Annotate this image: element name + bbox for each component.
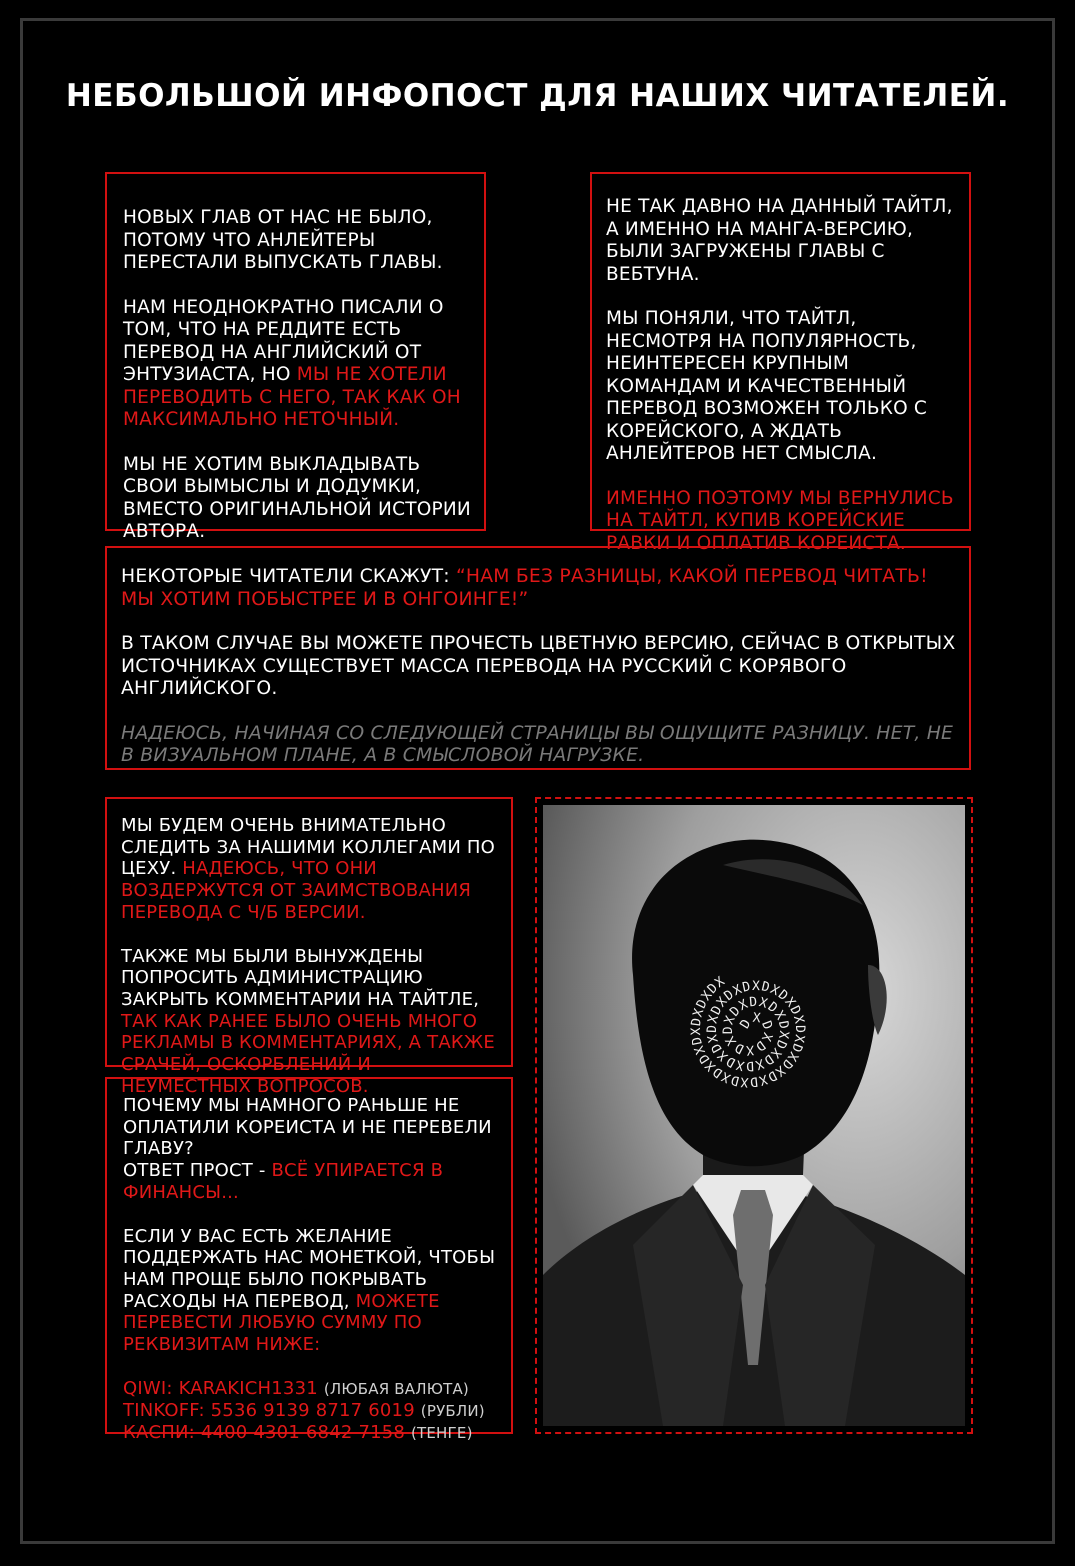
box1-highlight: МЫ НЕ ХОТЕЛИ ПЕРЕВОДИТЬ С НЕГО, ТАК КАК ОН МАКСИМАЛЬНО НЕТОЧНЫЙ.: [123, 364, 461, 430]
box4-highlight-1: НАДЕЮСЬ, ЧТО ОНИ ВОЗДЕРЖУТСЯ ОТ ЗАИМСТВОВАНИЯ ПЕРЕВОДА С Ч/Б ВЕРСИИ.: [121, 858, 472, 923]
box5-highlight-2: МОЖЕТЕ ПЕРЕВЕСТИ ЛЮБУЮ СУММУ ПО РЕКВИЗИТАМ НИЖЕ:: [123, 1290, 440, 1356]
info-box-colleagues: [105, 797, 513, 1097]
photo-frame: [535, 797, 973, 1434]
page-title: НЕБОЛЬШОЙ ИНФОПОСТ ДЛЯ НАШИХ ЧИТАТЕЛЕЙ.: [65, 78, 1010, 114]
box2-highlight: ИМЕННО ПОЭТОМУ МЫ ВЕРНУЛИСЬ НА ТАЙТЛ, КУПИВ КОРЕЙСКИЕ РАВКИ И ОПЛАТИВ КОРЕИСТА.: [606, 487, 954, 554]
info-box-donations: [105, 1077, 513, 1443]
box1-paragraph-3: МЫ НЕ ХОТИМ ВЫКЛАДЫВАТЬ СВОИ ВЫМЫСЛЫ И ДОДУМКИ, ВМЕСТО ОРИГИНАЛЬНОЙ ИСТОРИИ АВТОРА.: [123, 453, 471, 542]
faceless-man-photo: [543, 805, 965, 1426]
box3-paragraph-2: В ТАКОМ СЛУЧАЕ ВЫ МОЖЕТЕ ПРОЧЕСТЬ ЦВЕТНУЮ ВЕРСИЮ, СЕЙЧАС В ОТКРЫТЫХ ИСТОЧНИКАХ СУЩЕСТВУЕТ МАССА ПЕРЕВОДА НА РУССКИЙ С КОРЯВОГО АНГЛИЙСКОГО.: [121, 633, 956, 699]
box3-note: НАДЕЮСЬ, НАЧИНАЯ СО СЛЕДУЮЩЕЙ СТРАНИЦЫ ВЫ ОЩУЩИТЕ РАЗНИЦУ. НЕТ, НЕ В ВИЗУАЛЬНОМ ПЛАНЕ, А В СМЫСЛОВОЙ НАГРУЗКЕ.: [121, 722, 954, 766]
box3-paragraph-1: НЕКОТОРЫЕ ЧИТАТЕЛИ СКАЖУТ: “НАМ БЕЗ РАЗНИЦЫ, КАКОЙ ПЕРЕВОД ЧИТАТЬ! МЫ ХОТИМ ПОБЫСТРЕЕ И В ОНГОИНГЕ!”: [121, 566, 928, 610]
info-box-no-chapters: [105, 172, 486, 542]
box4-paragraph-2: ТАКЖЕ МЫ БЫЛИ ВЫНУЖДЕНЫ ПОПРОСИТЬ АДМИНИСТРАЦИЮ ЗАКРЫТЬ КОММЕНТАРИИ НА ТАЙТЛЕ, ТАК КАК РАНЕЕ БЫЛО ОЧЕНЬ МНОГО РЕКЛАМЫ В КОММЕНТАРИЯХ, А ТАКЖЕ СРАЧЕЙ, ОСКОРБЛЕНИЙ И НЕУМЕСТНЫХ ВОПРОСОВ.: [121, 945, 495, 1097]
payment-qiwi[interactable]: QIWI: KARAKICH1331 (ЛЮБАЯ ВАЛЮТА): [123, 1377, 469, 1399]
payment-tinkoff[interactable]: TINKOFF: 5536 9139 8717 6019 (РУБЛИ): [123, 1399, 485, 1421]
info-box-webtoon: [590, 172, 971, 554]
box2-paragraph-1: НЕ ТАК ДАВНО НА ДАННЫЙ ТАЙТЛ, А ИМЕННО НА МАНГА-ВЕРСИЮ, БЫЛИ ЗАГРУЖЕНЫ ГЛАВЫ С ВЕБТУНА.: [606, 196, 953, 285]
box5-paragraph-2: ЕСЛИ У ВАС ЕСТЬ ЖЕЛАНИЕ ПОДДЕРЖАТЬ НАС МОНЕТКОЙ, ЧТОБЫ НАМ ПРОЩЕ БЫЛО ПОКРЫВАТЬ РАСХОДЫ НА ПЕРЕВОД, МОЖЕТЕ ПЕРЕВЕСТИ ЛЮБУЮ СУММУ ПО РЕКВИЗИТАМ НИЖЕ:: [123, 1225, 496, 1356]
payment-kaspi[interactable]: КАСПИ: 4400 4301 6842 7158 (ТЕНГЕ): [123, 1421, 473, 1443]
info-box-readers: [105, 546, 971, 770]
box2-paragraph-2: МЫ ПОНЯЛИ, ЧТО ТАЙТЛ, НЕСМОТРЯ НА ПОПУЛЯРНОСТЬ, НЕИНТЕРЕСЕН КРУПНЫМ КОМАНДАМ И КАЧЕСТВЕННЫЙ ПЕРЕВОД ВОЗМОЖЕН ТОЛЬКО С КОРЕЙСКОГО, А ЖДАТЬ АНЛЕЙТЕРОВ НЕТ СМЫСЛА.: [606, 308, 928, 464]
spiral-text: DXDXDXDXDXDXDXDXDXDXDXDXDXDXDXDXDXDXDXDXDXDXDXDXDXDXDXDXDXDXDXDXDX: [688, 973, 808, 1090]
box3-quote: “НАМ БЕЗ РАЗНИЦЫ, КАКОЙ ПЕРЕВОД ЧИТАТЬ! МЫ ХОТИМ ПОБЫСТРЕЕ И В ОНГОИНГЕ!”: [121, 566, 928, 610]
payment-list: [123, 1378, 508, 1444]
box5-highlight-1: ВСЁ УПИРАЕТСЯ В ФИНАНСЫ...: [123, 1160, 444, 1203]
box1-paragraph-2: НАМ НЕОДНОКРАТНО ПИСАЛИ О ТОМ, ЧТО НА РЕДДИТЕ ЕСТЬ ПЕРЕВОД НА АНГЛИЙСКИЙ ОТ ЭНТУЗИАСТА, НО МЫ НЕ ХОТЕЛИ ПЕРЕВОДИТЬ С НЕГО, ТАК КАК ОН МАКСИМАЛЬНО НЕТОЧНЫЙ.: [123, 296, 461, 430]
box5-paragraph-1: ПОЧЕМУ МЫ НАМНОГО РАНЬШЕ НЕ ОПЛАТИЛИ КОРЕИСТА И НЕ ПЕРЕВЕЛИ ГЛАВУ? ОТВЕТ ПРОСТ - ВСЁ УПИРАЕТСЯ В ФИНАНСЫ...: [123, 1095, 492, 1203]
box1-paragraph-1: НОВЫХ ГЛАВ ОТ НАС НЕ БЫЛО, ПОТОМУ ЧТО АНЛЕЙТЕРЫ ПЕРЕСТАЛИ ВЫПУСКАТЬ ГЛАВЫ.: [123, 207, 443, 273]
box4-paragraph-1: МЫ БУДЕМ ОЧЕНЬ ВНИМАТЕЛЬНО СЛЕДИТЬ ЗА НАШИМИ КОЛЛЕГАМИ ПО ЦЕХУ. НАДЕЮСЬ, ЧТО ОНИ ВОЗДЕРЖУТСЯ ОТ ЗАИМСТВОВАНИЯ ПЕРЕВОДА С Ч/Б ВЕРСИИ.: [121, 815, 496, 923]
box4-highlight-2: ТАК КАК РАНЕЕ БЫЛО ОЧЕНЬ МНОГО РЕКЛАМЫ В КОММЕНТАРИЯХ, А ТАКЖЕ СРАЧЕЙ, ОСКОРБЛЕНИЙ И НЕУМЕСТНЫХ ВОПРОСОВ.: [121, 1010, 495, 1097]
